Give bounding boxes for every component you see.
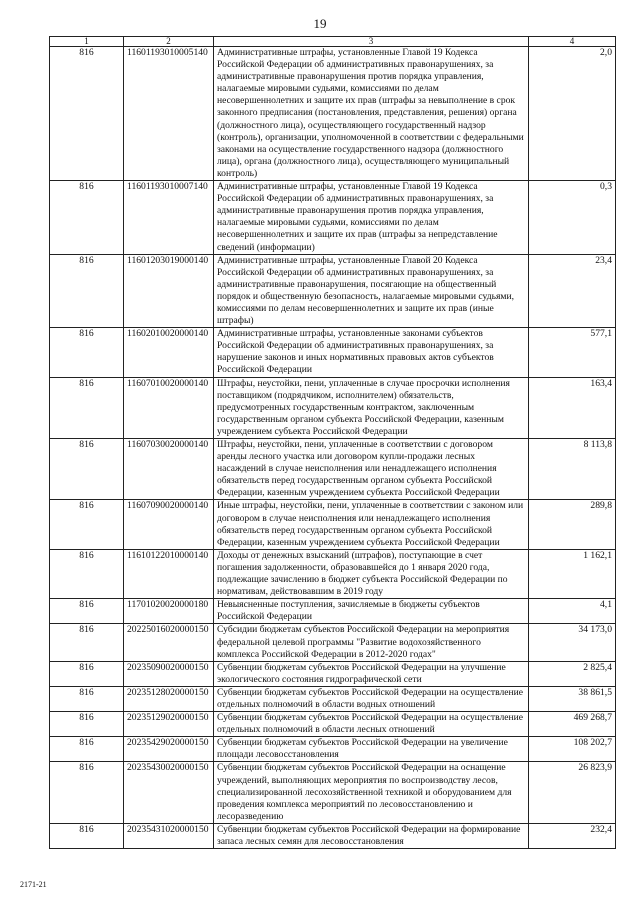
revenue-name-cell: Субсидии бюджетам субъектов Российской Федерации на мероприятия федеральной целевой программы "Развитие водохозяйственного комплекса Российской Федерации в 2012-2020 годах" xyxy=(214,624,529,661)
admin-code-cell: 816 xyxy=(50,549,124,598)
amount-cell: 289,8 xyxy=(529,500,616,549)
revenue-code-cell: 20235430020000150 xyxy=(124,762,214,823)
table-row xyxy=(50,328,616,377)
table-row xyxy=(50,47,616,181)
revenue-name-cell: Субвенции бюджетам субъектов Российской Федерации на увеличение площади лесовосстановления xyxy=(214,737,529,762)
revenue-name-cell: Субвенции бюджетам субъектов Российской Федерации на улучшение экологического состояния гидрографической сети xyxy=(214,661,529,686)
admin-code-cell: 816 xyxy=(50,47,124,181)
revenue-code-cell: 20235429020000150 xyxy=(124,737,214,762)
revenue-code-cell: 20235129020000150 xyxy=(124,712,214,737)
header-col-2: 2 xyxy=(124,37,214,47)
revenue-name-cell: Штрафы, неустойки, пени, уплаченные в соответствии с договором аренды лесного участка или договором купли-продажи лесных насаждений в случае неисполнения или ненадлежащего исполнения обязательств перед государственным органом субъекта Российской Федерации, казенным учреждением субъекта Российской Федерации xyxy=(214,439,529,500)
admin-code-cell: 816 xyxy=(50,762,124,823)
amount-cell: 38 861,5 xyxy=(529,686,616,711)
admin-code-cell: 816 xyxy=(50,328,124,377)
revenue-name-cell: Субвенции бюджетам субъектов Российской Федерации на оснащение учреждений, выполняющих мероприятия по воспроизводству лесов, специализированной лесохозяйственной техникой и оборудованием для проведения комплекса мероприятий по лесовосстановлению и лесоразведению xyxy=(214,762,529,823)
admin-code-cell: 816 xyxy=(50,661,124,686)
admin-code-cell: 816 xyxy=(50,599,124,624)
revenue-code-cell: 11601193010007140 xyxy=(124,181,214,255)
revenue-code-cell: 11601193010005140 xyxy=(124,47,214,181)
table-row xyxy=(50,624,616,661)
revenue-code-cell: 20235128020000150 xyxy=(124,686,214,711)
header-col-3: 3 xyxy=(214,37,529,47)
table-row xyxy=(50,661,616,686)
admin-code-cell: 816 xyxy=(50,181,124,255)
table-row xyxy=(50,686,616,711)
admin-code-cell: 816 xyxy=(50,254,124,328)
amount-cell: 1 162,1 xyxy=(529,549,616,598)
amount-cell: 2,0 xyxy=(529,47,616,181)
amount-cell: 469 268,7 xyxy=(529,712,616,737)
table-row xyxy=(50,762,616,823)
revenue-name-cell: Субвенции бюджетам субъектов Российской Федерации на осуществление отдельных полномочий в области лесных отношений xyxy=(214,712,529,737)
table-row xyxy=(50,254,616,328)
amount-cell: 577,1 xyxy=(529,328,616,377)
revenue-code-cell: 20225016020000150 xyxy=(124,624,214,661)
table-row xyxy=(50,712,616,737)
revenue-code-cell: 20235431020000150 xyxy=(124,823,214,848)
footer-code: 2171-21 xyxy=(20,880,47,889)
revenue-code-cell: 11607090020000140 xyxy=(124,500,214,549)
revenue-table xyxy=(49,36,616,849)
amount-cell: 26 823,9 xyxy=(529,762,616,823)
revenue-name-cell: Штрафы, неустойки, пени, уплаченные в случае просрочки исполнения поставщиком (подрядчиком, исполнителем) обязательств, предусмотренных государственным контрактом, заключенным государственным органом субъекта Российской Федерации, казенным учреждением субъекта Российской Федерации xyxy=(214,377,529,438)
amount-cell: 2 825,4 xyxy=(529,661,616,686)
amount-cell: 0,3 xyxy=(529,181,616,255)
header-col-4: 4 xyxy=(529,37,616,47)
revenue-name-cell: Административные штрафы, установленные Главой 19 Кодекса Российской Федерации об административных правонарушениях, за административные правонарушения против порядка управления, налагаемые мировыми судьями, комиссиями по делам несовершеннолетних и защите их прав (штрафы за непредставление сведений (информации) xyxy=(214,181,529,255)
table-row xyxy=(50,500,616,549)
amount-cell: 232,4 xyxy=(529,823,616,848)
amount-cell: 108 202,7 xyxy=(529,737,616,762)
admin-code-cell: 816 xyxy=(50,624,124,661)
revenue-code-cell: 11602010020000140 xyxy=(124,328,214,377)
revenue-code-cell: 20235090020000150 xyxy=(124,661,214,686)
amount-cell: 4,1 xyxy=(529,599,616,624)
revenue-name-cell: Административные штрафы, установленные Главой 19 Кодекса Российской Федерации об административных правонарушениях, за административные правонарушения против порядка управления, налагаемые мировыми судьями, комиссиями по делам несовершеннолетних и защите их прав (штрафы за невыполнение в срок законного предписания (постановления, представления, решения) органа (должностного лица), осуществляющего государственный надзор (контроль), организации, уполномоченной в соответствии с федеральными законами на осуществление государственного надзора (должностного лица), органа (должностного лица), осуществляющего муниципальный контроль) xyxy=(214,47,529,181)
page-number: 19 xyxy=(313,16,327,31)
admin-code-cell: 816 xyxy=(50,377,124,438)
revenue-code-cell: 11610122010000140 xyxy=(124,549,214,598)
revenue-code-cell: 11607010020000140 xyxy=(124,377,214,438)
table-row xyxy=(50,737,616,762)
revenue-name-cell: Невыясненные поступления, зачисляемые в бюджеты субъектов Российской Федерации xyxy=(214,599,529,624)
revenue-name-cell: Доходы от денежных взысканий (штрафов), поступающие в счет погашения задолженности, образовавшейся до 1 января 2020 года, подлежащие зачислению в бюджет субъекта Российской Федерации по нормативам, действовавшим в 2019 году xyxy=(214,549,529,598)
admin-code-cell: 816 xyxy=(50,439,124,500)
revenue-name-cell: Административные штрафы, установленные Главой 20 Кодекса Российской Федерации об административных правонарушениях, за административные правонарушения, посягающие на общественный порядок и общественную безопасность, налагаемые мировыми судьями, комиссиями по делам несовершеннолетних и защите их прав (иные штрафы) xyxy=(214,254,529,328)
revenue-name-cell: Административные штрафы, установленные законами субъектов Российской Федерации об административных правонарушениях, за нарушение законов и иных нормативных правовых актов субъектов Российской Федерации xyxy=(214,328,529,377)
header-col-1: 1 xyxy=(50,37,124,47)
amount-cell: 34 173,0 xyxy=(529,624,616,661)
admin-code-cell: 816 xyxy=(50,686,124,711)
revenue-code-cell: 11601203019000140 xyxy=(124,254,214,328)
header-row xyxy=(50,37,616,47)
revenue-code-cell: 11607030020000140 xyxy=(124,439,214,500)
admin-code-cell: 816 xyxy=(50,500,124,549)
table-row xyxy=(50,377,616,438)
revenue-code-cell: 11701020020000180 xyxy=(124,599,214,624)
table-row xyxy=(50,823,616,848)
table-row xyxy=(50,439,616,500)
admin-code-cell: 816 xyxy=(50,712,124,737)
revenue-name-cell: Иные штрафы, неустойки, пени, уплаченные в соответствии с законом или договором в случае неисполнения или ненадлежащего исполнения обязательств перед государственным органом субъекта Российской Федерации, казенным учреждением субъекта Российской Федерации xyxy=(214,500,529,549)
table-row xyxy=(50,549,616,598)
table-row xyxy=(50,599,616,624)
admin-code-cell: 816 xyxy=(50,823,124,848)
revenue-name-cell: Субвенции бюджетам субъектов Российской Федерации на осуществление отдельных полномочий в области водных отношений xyxy=(214,686,529,711)
amount-cell: 8 113,8 xyxy=(529,439,616,500)
table-row xyxy=(50,181,616,255)
admin-code-cell: 816 xyxy=(50,737,124,762)
amount-cell: 23,4 xyxy=(529,254,616,328)
revenue-name-cell: Субвенции бюджетам субъектов Российской Федерации на формирование запаса лесных семян для лесовосстановления xyxy=(214,823,529,848)
amount-cell: 163,4 xyxy=(529,377,616,438)
